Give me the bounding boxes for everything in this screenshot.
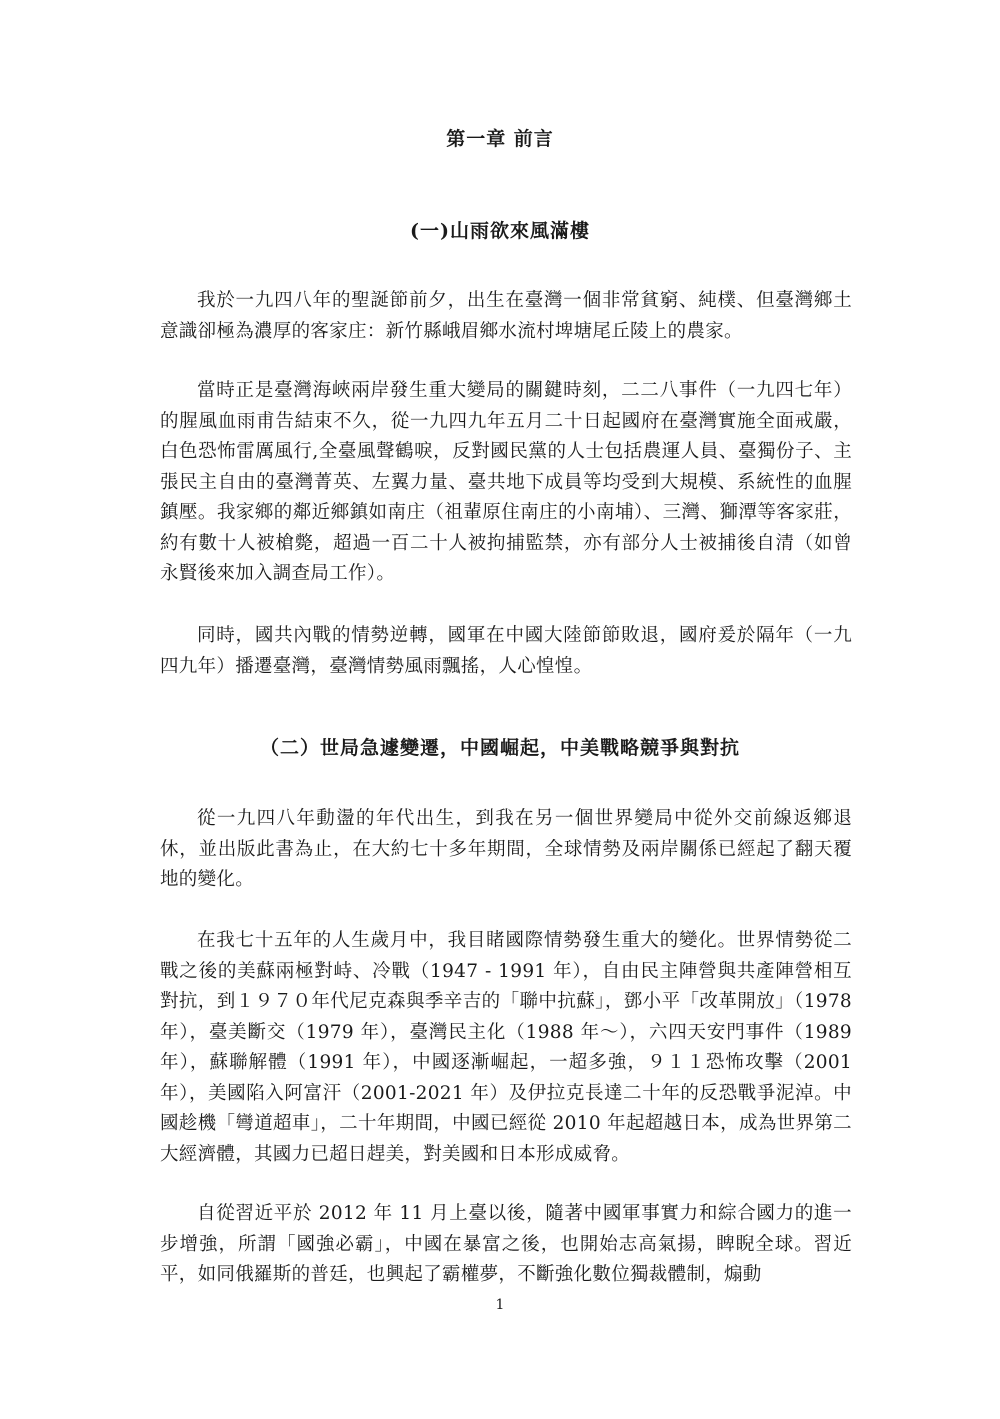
paragraph: 在我七十五年的人生歲月中，我目睹國際情勢發生重大的變化。世界情勢從二戰之後的美蘇兩極對峙、冷戰（1947 - 1991 年），自由民主陣營與共產陣營相互對抗，到１９７０年代尼克森與季辛吉的「聯中抗蘇」，鄧小平「改革開放」（1978 年），臺美斷交（1979 年），臺灣民主化（1988 年～），六四天安門事件（1989 年），蘇聯解體（1991 年），中國逐漸崛起，一超多強，９１１恐怖攻擊（2001 年），美國陷入阿富汗（2001-2021 年）及伊拉克長達二十年的反恐戰爭泥淖。中國趁機「彎道超車」，二十年期間，中國已經從 2010 年起超越日本，成為世界第二大經濟體，其國力已超日趕美，對美國和日本形成威脅。 [160,930,852,1165]
paragraph: 同時，國共內戰的情勢逆轉，國軍在中國大陸節節敗退，國府爰於隔年（一九四九年）播遷臺灣，臺灣情勢風雨飄搖，人心惶惶。 [160,625,852,677]
paragraph: 從一九四八年動盪的年代出生，到我在另一個世界變局中從外交前線返鄉退休，並出版此書為止，在大約七十多年期間，全球情勢及兩岸關係已經起了翻天覆地的變化。 [160,808,852,890]
page-number: 1 [495,1297,505,1313]
paragraph: 當時正是臺灣海峽兩岸發生重大變局的關鍵時刻，二二八事件（一九四七年）的腥風血雨甫告結束不久，從一九四九年五月二十日起國府在臺灣實施全面戒嚴，白色恐怖雷厲風行,全臺風聲鶴唳，反對國民黨的人士包括農運人員、臺獨份子、主張民主自由的臺灣菁英、左翼力量、臺共地下成員等均受到大規模、系統性的血腥鎮壓。我家鄉的鄰近鄉鎮如南庄（祖輩原住南庄的小南埔）、三灣、獅潭等客家莊，約有數十人被槍斃，超過一百二十人被拘捕監禁，亦有部分人士被捕後自清（如曾永賢後來加入調查局工作）。 [160,380,852,584]
paragraph: 我於一九四八年的聖誕節前夕，出生在臺灣一個非常貧窮、純樸、但臺灣鄉土意識卻極為濃厚的客家庄：新竹縣峨眉鄉水流村埤塘尾丘陵上的農家。 [160,290,852,342]
chapter-title: 第一章 前言 [446,128,554,150]
section-title-2: （二）世局急遽變遷，中國崛起，中美戰略競爭與對抗 [259,737,740,759]
section-title-1: (一)山雨欲來風滿樓 [410,220,590,242]
paragraph: 自從習近平於 2012 年 11 月上臺以後，隨著中國軍事實力和綜合國力的進一步增強，所謂「國強必霸」，中國在暴富之後，也開始志高氣揚，睥睨全球。習近平，如同俄羅斯的普廷，也興起了霸權夢，不斷強化數位獨裁體制，煽動 [160,1203,852,1285]
